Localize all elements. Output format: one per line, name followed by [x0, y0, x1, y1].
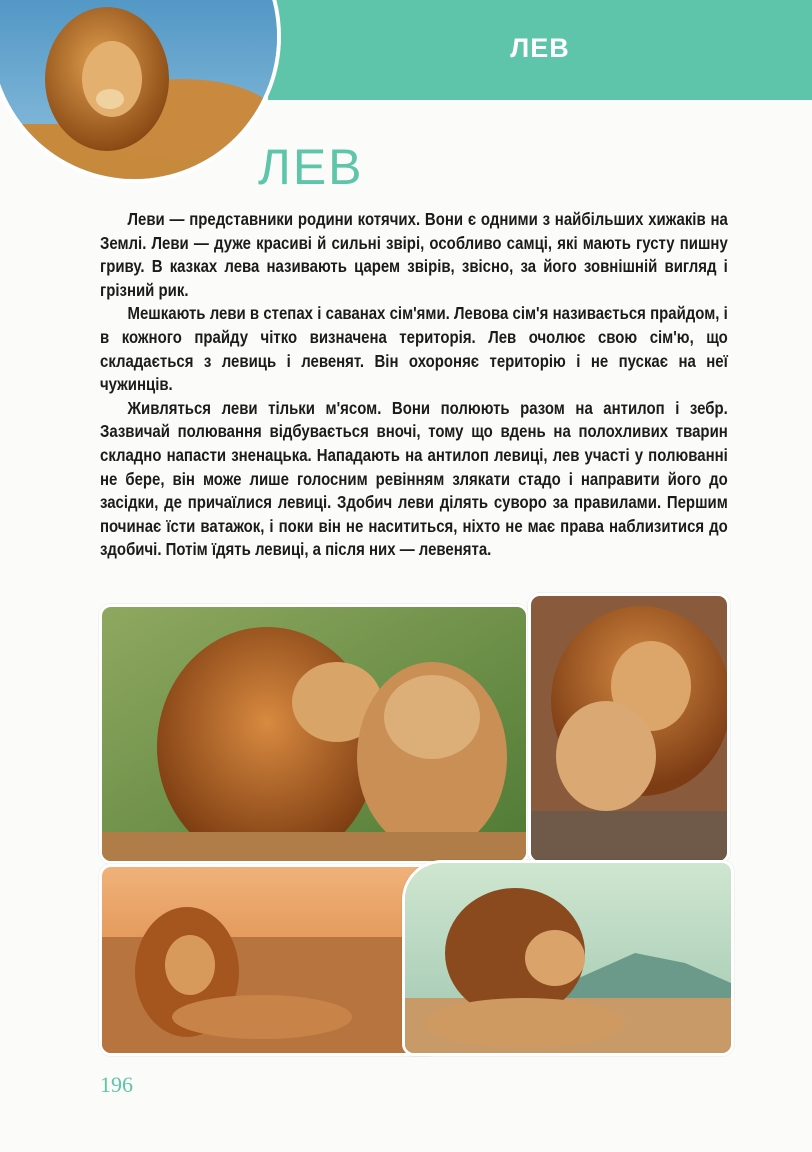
lion-in-savanna-sunset-photo [99, 864, 440, 1056]
page-number: 196 [100, 1072, 133, 1097]
paragraph-2: Мешкають леви в степах і саванах сім'ями. Левова сім'я називається прайдом, і в кожного прайду чітко визначена територія. Лев очолює свою сім'ю, що складається з левиць і левенят. Він охороняє територію і не пускає на неї чужинців. [100, 303, 728, 395]
lion-with-cub-photo [528, 593, 730, 864]
page-title: ЛЕВ [258, 139, 364, 195]
header-title: ЛЕВ [510, 33, 570, 63]
roaring-lion-photo [402, 860, 734, 1056]
lion-and-lioness-photo [99, 604, 529, 864]
corner-lion-photo [0, 0, 281, 183]
article-body [100, 208, 728, 562]
paragraph-3: Живляться леви тільки м'ясом. Вони полюють разом на антилоп і зебр. Зазвичай полювання відбувається вночі, тому що вдень на полохливих тварин складно напасти зненацька. Нападають на антилоп левиці, лев участі у полюванні не бере, він може лише голосним ревінням злякати стадо і направити його до засідки, де причаїлися левиці. Здобич леви ділять суворо за правилами. Першим починає їсти ватажок, і поки він не насититься, ніхто не має права наблизитися до здобичі. Потім їдять левиці, а після них — левенята. [100, 397, 728, 560]
header-bar [268, 0, 812, 100]
paragraph-1: Леви — представники родини котячих. Вони є одними з найбільших хижаків на Землі. Леви — дуже красиві й сильні звірі, особливо самці, які мають густу пишну гриву. В казках лева називають царем звірів, звісно, за його зовнішній вигляд і грізний рик. [100, 209, 728, 300]
